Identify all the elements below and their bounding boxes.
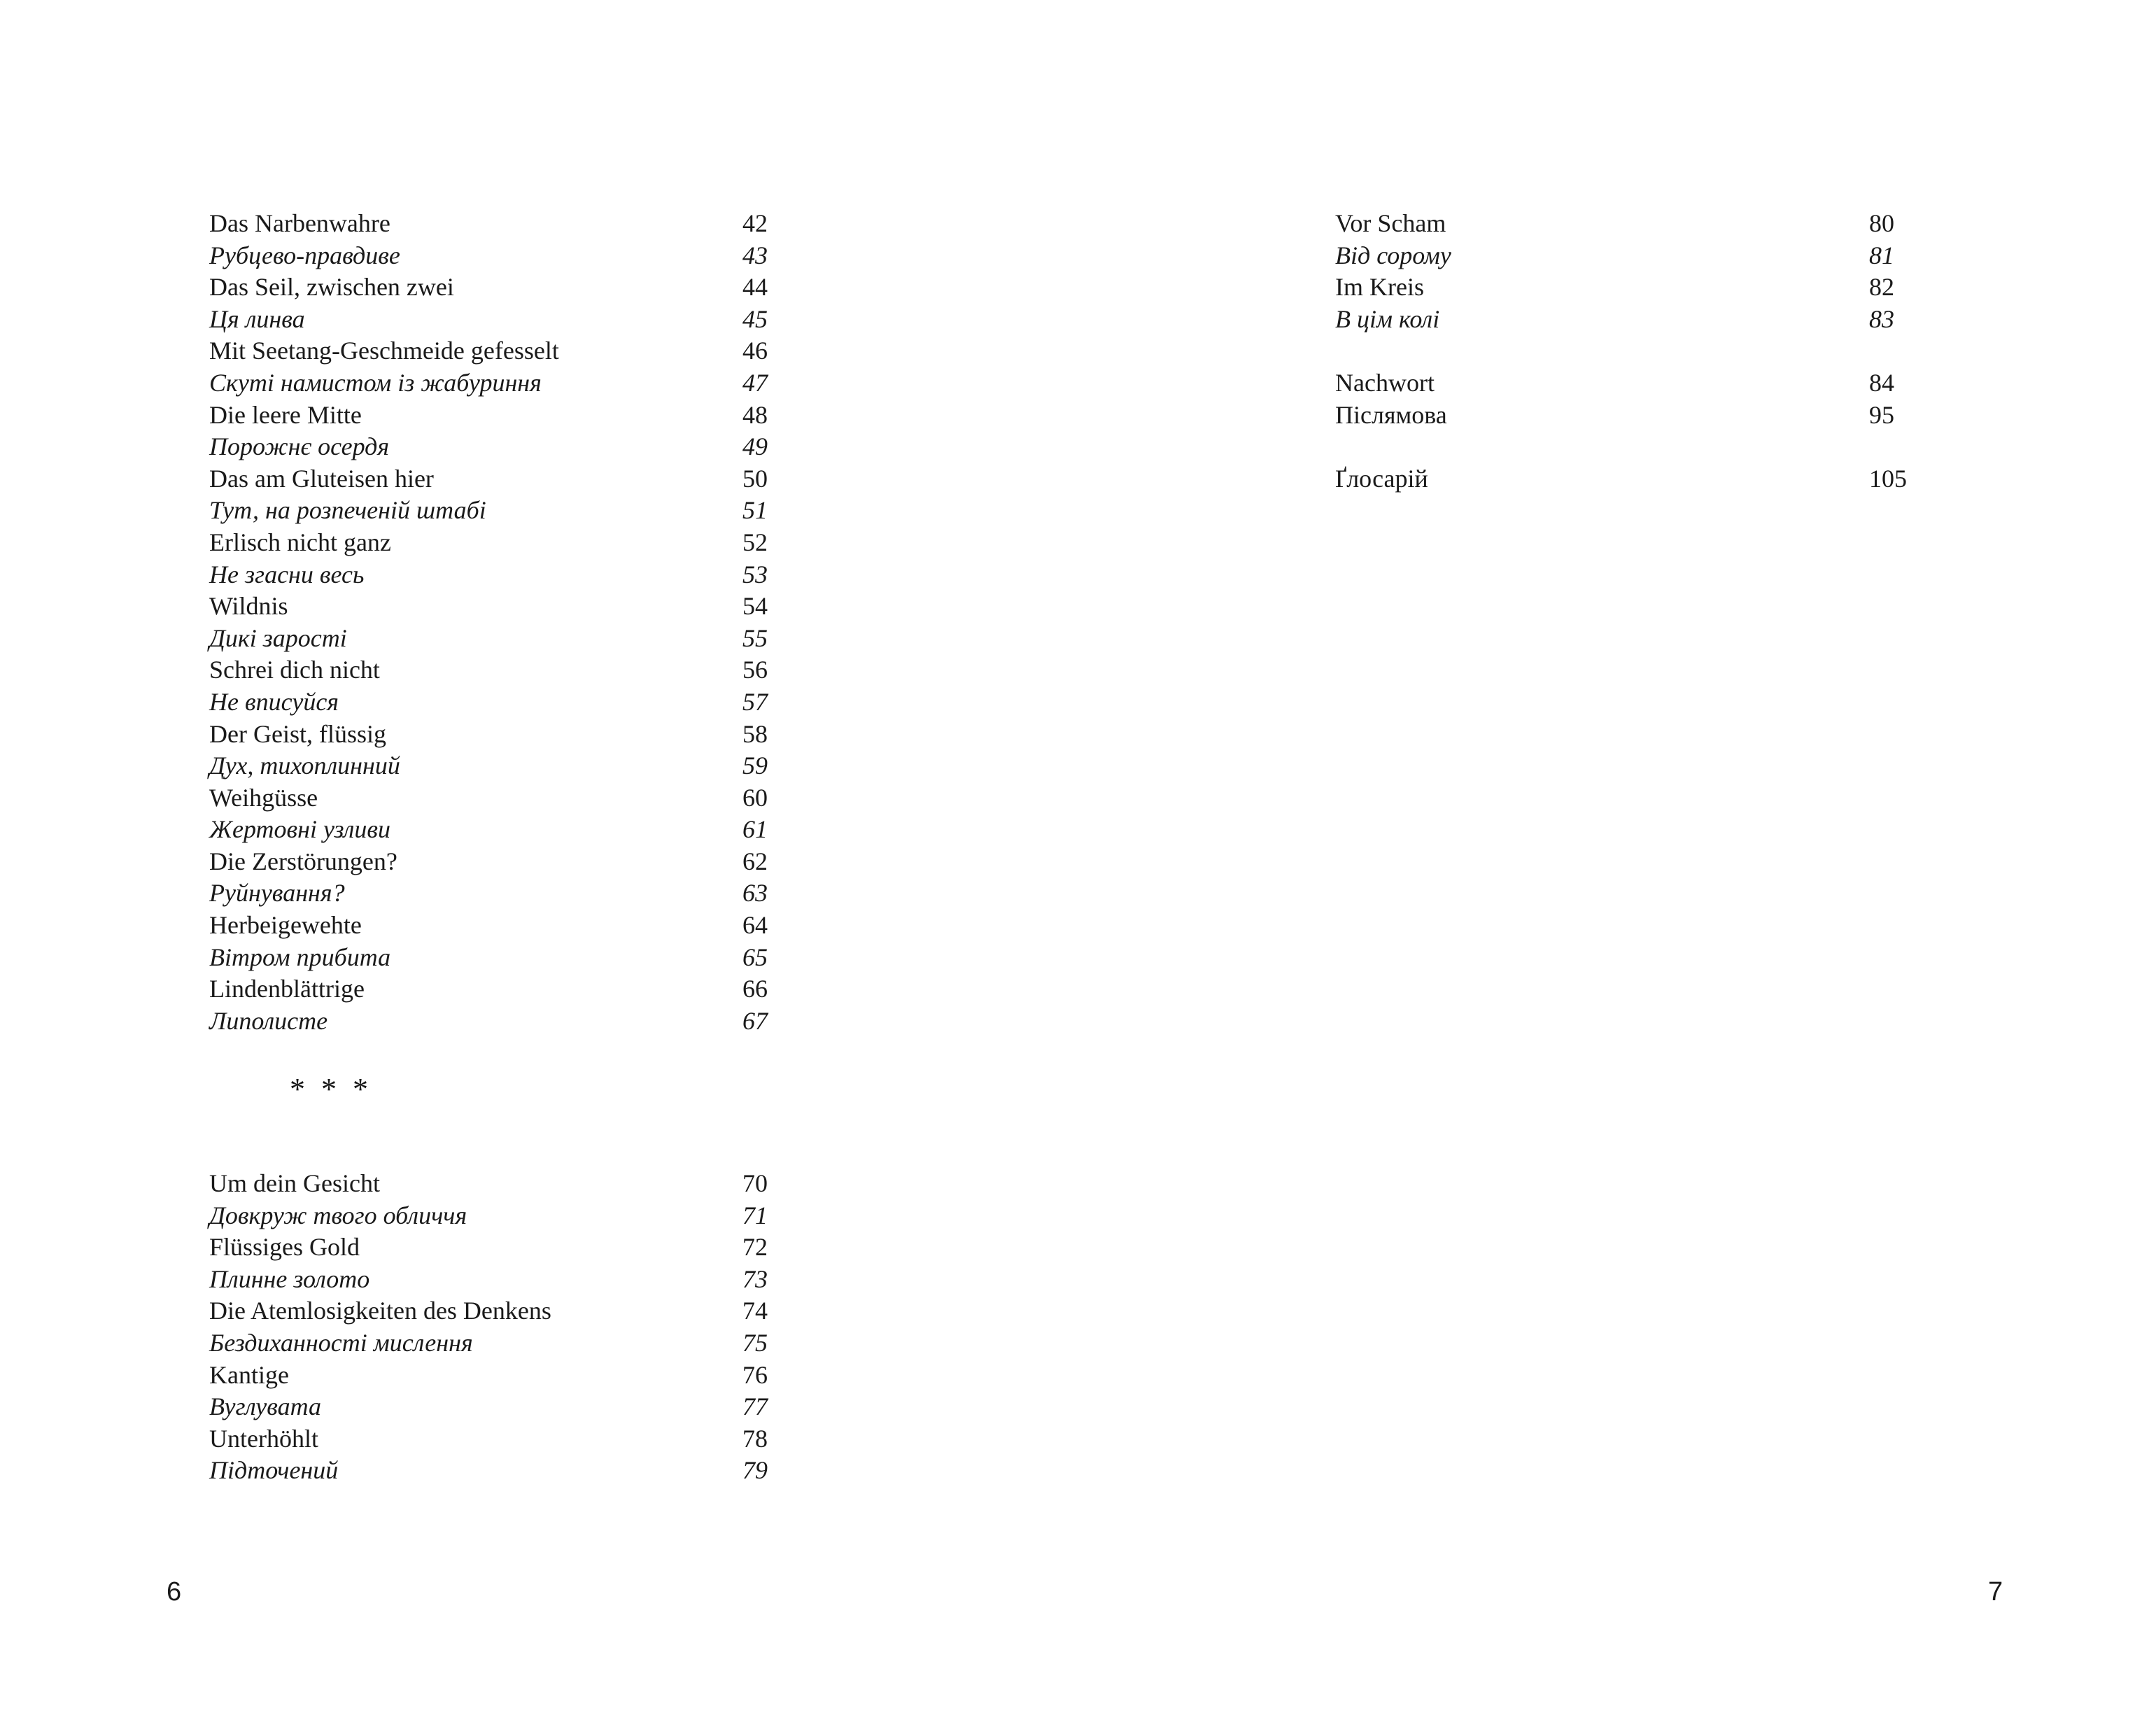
toc-entry-page-number: 95 — [1869, 400, 1894, 429]
toc-entry-page-number: 81 — [1869, 241, 1894, 269]
toc-entry-page-number: 51 — [742, 496, 768, 525]
toc-entry-page-number: 60 — [742, 783, 768, 812]
page-number-right: 7 — [1988, 1577, 2003, 1607]
toc-entry-page-number: 61 — [742, 815, 768, 844]
left-page — [0, 0, 1074, 1736]
toc-entry-title: Der Geist, flüssig — [209, 719, 386, 748]
toc-entry-page-number: 76 — [742, 1360, 768, 1389]
toc-entry-page-number: 46 — [742, 337, 768, 365]
toc-entry-title: Die leere Mitte — [209, 400, 362, 429]
toc-entry-page-number: 42 — [742, 209, 768, 237]
toc-entry-title: Від сорому — [1335, 241, 1451, 269]
toc-entry-page-number: 79 — [742, 1456, 768, 1485]
toc-entry-title: Не вписуйся — [209, 687, 339, 716]
toc-entry-title: Wildnis — [209, 592, 288, 621]
toc-entry-title: Порожнє осердя — [209, 432, 390, 461]
toc-entry-title: Das Seil, zwischen zwei — [209, 273, 454, 302]
toc-entry-page-number: 58 — [742, 719, 768, 748]
toc-entry-page-number: 84 — [1869, 368, 1894, 397]
toc-entry-title: Weihgüsse — [209, 783, 318, 812]
toc-entry-page-number: 72 — [742, 1233, 768, 1262]
toc-entry-page-number: 50 — [742, 464, 768, 493]
toc-entry-title: Дикі зарості — [209, 623, 347, 652]
toc-entry-page-number: 48 — [742, 400, 768, 429]
toc-entry-title: Kantige — [209, 1360, 289, 1389]
toc-entry-title: Die Zerstörungen? — [209, 847, 397, 875]
toc-entry-title: Im Kreis — [1335, 273, 1424, 302]
toc-entry-title: Lindenblättrige — [209, 975, 365, 1003]
toc-entry-page-number: 57 — [742, 687, 768, 716]
toc-entry-page-number: 43 — [742, 241, 768, 269]
section-separator: * * * — [290, 1072, 372, 1106]
page-number-left: 6 — [167, 1577, 182, 1607]
toc-entry-title: Das am Gluteisen hier — [209, 464, 434, 493]
toc-entry-title: Руйнування? — [209, 879, 345, 908]
toc-entry-title: Ґлосарій — [1335, 464, 1428, 493]
toc-entry-title: Вуглувата — [209, 1392, 322, 1421]
toc-entry-title: Бездиханності мислення — [209, 1328, 473, 1357]
toc-entry-page-number: 45 — [742, 304, 768, 333]
toc-entry-page-number: 67 — [742, 1006, 768, 1035]
toc-entry-page-number: 53 — [742, 560, 768, 588]
toc-entry-title: Вітром прибита — [209, 943, 391, 971]
toc-entry-title: Плинне золото — [209, 1264, 370, 1293]
toc-entry-page-number: 52 — [742, 528, 768, 556]
toc-entry-page-number: 56 — [742, 656, 768, 684]
toc-entry-title: Schrei dich nicht — [209, 656, 380, 684]
toc-entry-page-number: 78 — [742, 1424, 768, 1453]
toc-entry-title: Das Narbenwahre — [209, 209, 390, 237]
toc-entry-title: Erlisch nicht ganz — [209, 528, 391, 556]
toc-entry-page-number: 64 — [742, 911, 768, 940]
toc-entry-page-number: 54 — [742, 592, 768, 621]
toc-entry-title: Unterhöhlt — [209, 1424, 318, 1453]
toc-entry-page-number: 77 — [742, 1392, 768, 1421]
toc-entry-title: Herbeigewehte — [209, 911, 362, 940]
toc-entry-page-number: 47 — [742, 368, 768, 397]
toc-entry-page-number: 74 — [742, 1297, 768, 1325]
toc-entry-title: Тут, на розпеченій штабі — [209, 496, 486, 525]
toc-entry-title: Жертовні узливи — [209, 815, 390, 844]
toc-entry-page-number: 65 — [742, 943, 768, 971]
toc-entry-title: Mit Seetang-Geschmeide gefesselt — [209, 337, 559, 365]
toc-entry-page-number: 63 — [742, 879, 768, 908]
toc-entry-title: Um dein Gesicht — [209, 1169, 380, 1197]
toc-entry-page-number: 83 — [1869, 304, 1894, 333]
toc-entry-page-number: 75 — [742, 1328, 768, 1357]
toc-entry-title: Скуті намистом із жабуриння — [209, 368, 542, 397]
toc-entry-page-number: 55 — [742, 623, 768, 652]
toc-entry-page-number: 44 — [742, 273, 768, 302]
toc-entry-page-number: 49 — [742, 432, 768, 461]
toc-entry-title: Рубцево-правдиве — [209, 241, 400, 269]
toc-entry-page-number: 62 — [742, 847, 768, 875]
toc-entry-title: Vor Scham — [1335, 209, 1446, 237]
toc-entry-page-number: 73 — [742, 1264, 768, 1293]
toc-entry-title: Липолисте — [209, 1006, 328, 1035]
toc-entry-title: Довкруж твого обличчя — [209, 1201, 467, 1229]
toc-entry-title: Ця линва — [209, 304, 305, 333]
toc-entry-page-number: 66 — [742, 975, 768, 1003]
toc-entry-page-number: 80 — [1869, 209, 1894, 237]
toc-entry-title: Дух, тихоплинний — [209, 751, 400, 780]
toc-entry-page-number: 71 — [742, 1201, 768, 1229]
toc-entry-page-number: 70 — [742, 1169, 768, 1197]
toc-entry-page-number: 82 — [1869, 273, 1894, 302]
toc-entry-title: Die Atemlosigkeiten des Denkens — [209, 1297, 551, 1325]
right-page — [1074, 0, 2149, 1736]
toc-entry-title: Підточений — [209, 1456, 339, 1485]
toc-entry-page-number: 105 — [1869, 464, 1907, 493]
toc-entry-title: Nachwort — [1335, 368, 1435, 397]
toc-entry-title: Flüssiges Gold — [209, 1233, 360, 1262]
toc-entry-title: Не згасни весь — [209, 560, 365, 588]
toc-entry-page-number: 59 — [742, 751, 768, 780]
toc-entry-title: В цім колі — [1335, 304, 1440, 333]
toc-entry-title: Післямова — [1335, 400, 1447, 429]
